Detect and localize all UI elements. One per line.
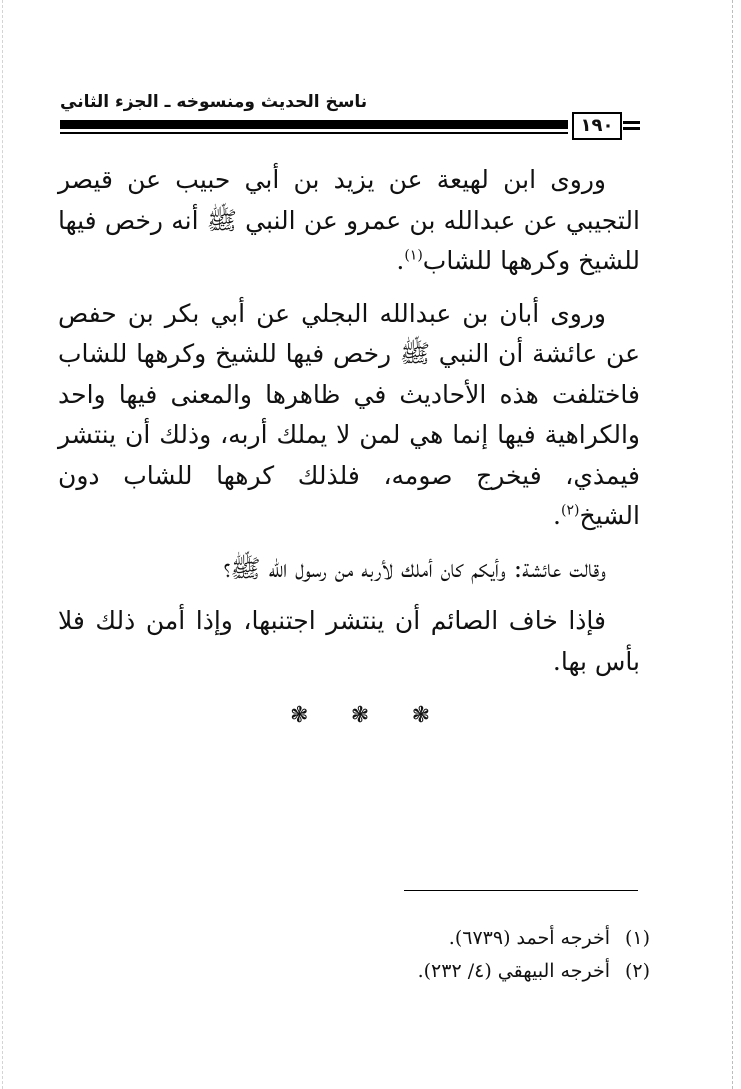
running-title: ناسخ الحديث ومنسوخه ـ الجزء الثاني (60, 92, 368, 112)
footnote-item (300, 922, 650, 955)
section-divider (290, 703, 430, 728)
paragraph: وقالت عائشة: وأيكم كان أملك لأربه من رسول الله ﷺ؟ (223, 553, 606, 583)
footnote-number: (٢) (624, 960, 650, 982)
page-edge-right (731, 0, 733, 1089)
footnotes (300, 922, 650, 988)
page-header (60, 92, 640, 142)
header-rule-right-upper (623, 121, 640, 124)
footnote-separator (404, 890, 638, 891)
footnote-text: أخرجه أحمد (٦٧٣٩). (448, 927, 610, 949)
paragraph: فإذا خاف الصائم أن ينتشر اجتنبها، وإذا أمن ذلك فلا بأس بها. (58, 606, 640, 676)
page-number: ١٩٠ (572, 112, 622, 140)
header-rule-thin (60, 132, 568, 134)
asterism-icon: ❃ (411, 703, 430, 728)
header-rule-thick (60, 120, 568, 129)
footnote-ref[interactable]: (٢) (560, 502, 580, 519)
footnote-item (300, 955, 650, 988)
asterism-icon: ❃ (290, 703, 309, 728)
page-edge-left (2, 0, 4, 1089)
header-rule-right-lower (623, 127, 640, 130)
footnote-number: (١) (624, 927, 650, 949)
footnote-ref[interactable]: (١) (404, 247, 423, 264)
footnote-text: أخرجه البيهقي (٤/ ٢٣٢). (417, 960, 610, 982)
main-text (58, 160, 640, 694)
asterism-icon: ❃ (350, 703, 370, 728)
paragraph: وروى ابن لهيعة عن يزيد بن أبي حبيب عن قيصر التجيبي عن عبدالله بن عمرو عن النبي ﷺ أنه رخص فيها للشيخ وكرهها للشاب$^{(١)}$. (58, 165, 640, 275)
paragraph: وروى أبان بن عبدالله البجلي عن أبي بكر بن حفص عن عائشة أن النبي ﷺ رخص فيها للشيخ وكرهها للشاب فاختلفت هذه الأحاديث في ظاهرها والمعنى فيها واحد والكراهية فيها إنما هي لمن لا يملك أربه، وذلك أن ينتشر فيمذي، فيخرج صومه، فلذلك كرهها للشاب دون الشيخ$^{(٢)}$. (58, 298, 640, 530)
